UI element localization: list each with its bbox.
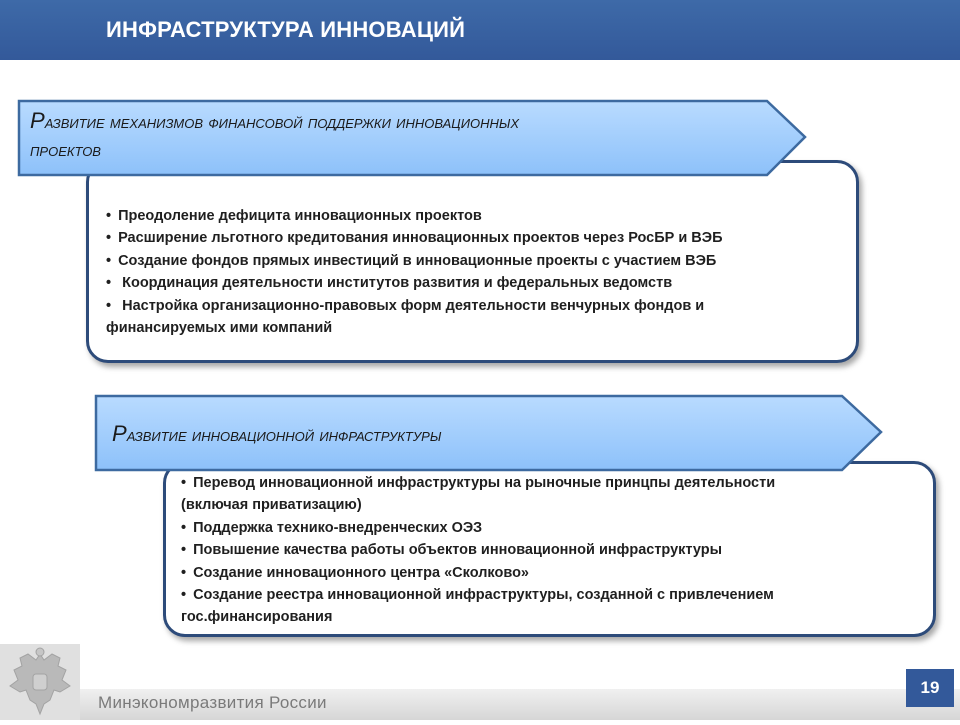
section2-title-cap: Р <box>112 421 127 446</box>
list-item: • Создание фондов прямых инвестиций в инновационные проекты с участием ВЭБ <box>106 250 846 272</box>
list-item-continuation: финансируемых ими компаний <box>106 320 333 337</box>
page-number: 19 <box>906 669 954 707</box>
list-item: • Поддержка технико-внедренческих ОЭЗ <box>181 517 926 539</box>
section1-title-cap: Р <box>30 108 45 133</box>
section1-title-line2: проектов <box>30 140 101 161</box>
list-item: • Преодоление дефицита инновационных проектов <box>106 205 846 227</box>
list-item: • Создание инновационного центра «Сколково» <box>181 562 926 584</box>
list-item: • Создание реестра инновационной инфраструктуры, созданной с привлечением <box>181 584 926 606</box>
section2-title-text: азвитие инновационной инфраструктуры <box>126 425 442 446</box>
section1-bullet-list <box>106 205 846 339</box>
section2-title <box>112 420 812 450</box>
list-item: • Настройка организационно-правовых форм деятельности венчурных фондов и <box>106 295 846 317</box>
slide-title: ИНФРАСТРУКТУРА ИННОВАЦИЙ <box>106 17 466 42</box>
list-item-continuation: (включая приватизацию) <box>181 497 362 514</box>
coat-of-arms-logo <box>0 644 80 720</box>
list-item-continuation: гос.финансирования <box>181 609 333 626</box>
list-item: • Перевод инновационной инфраструктуры на рыночные принцпы деятельности <box>181 472 926 494</box>
section1-title-text: азвитие механизмов финансовой поддержки инновационных <box>44 112 520 133</box>
list-item: • Повышение качества работы объектов инновационной инфраструктуры <box>181 539 926 561</box>
list-item: • Координация деятельности институтов развития и федеральных ведомств <box>106 272 846 294</box>
list-item: • Расширение льготного кредитования инновационных проектов через РосБР и ВЭБ <box>106 227 846 249</box>
ministry-name: Минэкономразвития России <box>98 693 327 712</box>
section2-bullet-list <box>181 472 926 629</box>
double-headed-eagle-icon <box>0 644 80 720</box>
section1-title <box>30 107 750 165</box>
